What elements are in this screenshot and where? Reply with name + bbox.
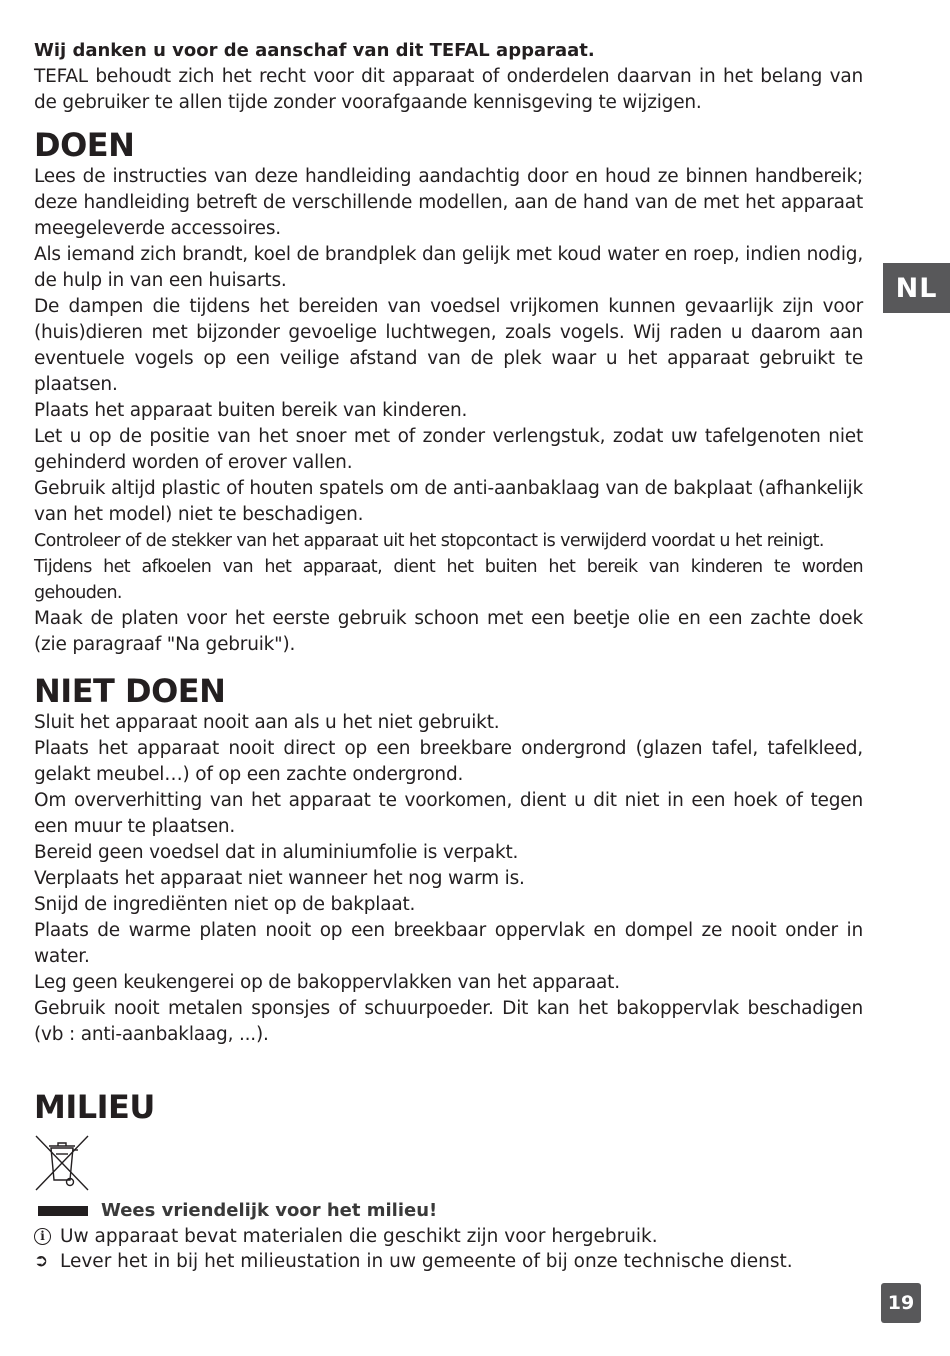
eco-tagline: Wees vriendelijk voor het milieu!: [101, 1200, 438, 1221]
niet-doen-paragraph: Sluit het apparaat nooit aan als u het niet gebruikt.: [34, 712, 500, 733]
niet-doen-paragraph: Gebruik nooit metalen sponsjes of schuurpoeder. Dit kan het bakoppervlak beschadigen (vb : anti-aanbaklaag, ...).: [34, 998, 863, 1045]
niet-doen-paragraph: Leg geen keukengerei op de bakoppervlakken van het apparaat.: [34, 972, 620, 993]
section-title-milieu: MILIEU: [34, 1088, 155, 1126]
niet-doen-paragraph: Verplaats het apparaat niet wanneer het nog warm is.: [34, 868, 525, 889]
intro-rights: TEFAL behoudt zich het recht voor dit apparaat of onderdelen daarvan in het belang van de gebruiker te allen tijde zonder voorafgaande kennisgeving te wijzigen.: [34, 66, 863, 113]
doen-paragraph: Lees de instructies van deze handleiding aandachtig door en houd ze binnen handbereik; deze handleiding betreft de verschillende modellen, aan de hand van de met het apparaat meegeleverde accessoires.: [34, 166, 863, 239]
doen-paragraph: Controleer of de stekker van het apparaat uit het stopcontact is verwijderd voordat u het reinigt.: [34, 531, 824, 551]
niet-doen-paragraph: Snijd de ingrediënten niet op de bakplaat.: [34, 894, 416, 915]
eco-action-line: [34, 1249, 863, 1274]
section-title-niet-doen: NIET DOEN: [34, 672, 226, 710]
manual-page: [34, 38, 863, 1274]
intro-thanks: Wij danken u voor de aanschaf van dit TEFAL apparaat.: [34, 40, 595, 61]
section-title-doen: DOEN: [34, 126, 135, 164]
language-tab: NL: [883, 263, 950, 313]
eco-tagline-row: [34, 1198, 863, 1224]
crossed-out-wheelie-bin-icon: [34, 1134, 90, 1192]
eco-action-text: Lever het in bij het milieustation in uw gemeente of bij onze technische dienst.: [60, 1251, 793, 1272]
page-number: 19: [881, 1283, 921, 1323]
eco-info-line: [34, 1224, 863, 1249]
niet-doen-paragraph: Plaats het apparaat nooit direct op een breekbare ondergrond (glazen tafel, tafelkleed, gelakt meubel…) of op een zachte ondergrond.: [34, 738, 863, 785]
niet-doen-paragraph: Om oververhitting van het apparaat te voorkomen, dient u dit niet in een hoek of tegen een muur te plaatsen.: [34, 790, 863, 837]
info-icon: i: [34, 1228, 60, 1245]
doen-paragraph: Als iemand zich brandt, koel de brandplek dan gelijk met koud water en roep, indien nodig, de hulp in van een huisarts.: [34, 244, 863, 291]
doen-paragraph: Plaats het apparaat buiten bereik van kinderen.: [34, 400, 468, 421]
doen-paragraph: De dampen die tijdens het bereiden van voedsel vrijkomen kunnen gevaarlijk zijn voor (huis)dieren met bijzonder gevoelige luchtwegen, zoals vogels. Wij raden u daarom aan eventuele vogels op een veilige afstand van de plek waar u het apparaat gebruikt te plaatsen.: [34, 296, 863, 395]
doen-paragraph: Gebruik altijd plastic of houten spatels om de anti-aanbaklaag van de bakplaat (afhankelijk van het model) niet te beschadigen.: [34, 478, 863, 525]
niet-doen-paragraph: Plaats de warme platen nooit op een breekbaar oppervlak en dompel ze nooit onder in water.: [34, 920, 863, 967]
niet-doen-paragraph: Bereid geen voedsel dat in aluminiumfolie is verpakt.: [34, 842, 519, 863]
doen-paragraph: Tijdens het afkoelen van het apparaat, dient het buiten het bereik van kinderen te worden gehouden.: [34, 557, 863, 603]
eco-info-text: Uw apparaat bevat materialen die geschikt zijn voor hergebruik.: [60, 1226, 658, 1247]
eco-bar-divider: [38, 1206, 88, 1216]
arrow-icon: ➲: [34, 1251, 49, 1271]
doen-paragraph: Maak de platen voor het eerste gebruik schoon met een beetje olie en een zachte doek (zie paragraaf "Na gebruik").: [34, 608, 863, 655]
doen-paragraph: Let u op de positie van het snoer met of zonder verlengstuk, zodat uw tafelgenoten niet gehinderd worden of erover vallen.: [34, 426, 863, 473]
